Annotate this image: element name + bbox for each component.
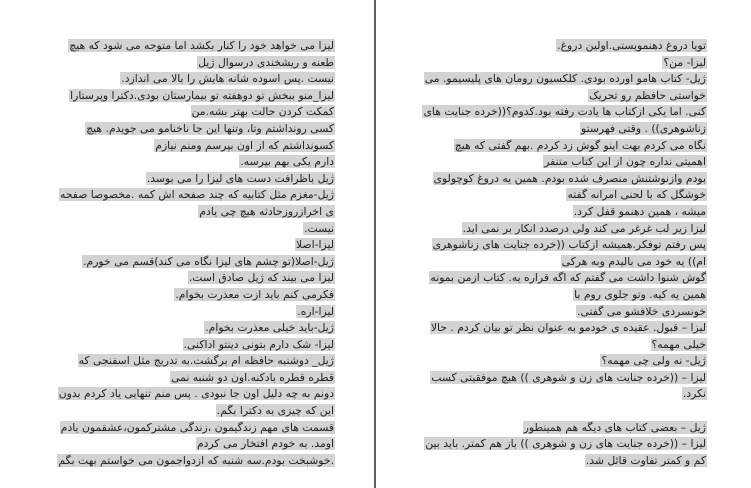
highlighted-text: طعنه و ریشخندی درسوال ژیل xyxy=(198,55,334,69)
highlighted-text: لیزا می خواهد خود را کنار بکشد اما متوجه می شود که هیچ xyxy=(69,39,334,52)
text-line xyxy=(411,320,707,337)
text-line xyxy=(411,353,707,370)
text-line xyxy=(35,403,335,420)
text-line xyxy=(35,38,335,55)
highlighted-text: زناشوهری)) . وقتی فهرستو xyxy=(581,121,706,135)
text-line xyxy=(35,436,335,453)
highlighted-text: ژیل-باید خیلی معذرت بخوام. xyxy=(205,321,334,335)
text-line xyxy=(35,154,335,171)
highlighted-text: کم و کمتر تفاوت قائل شد. xyxy=(585,453,706,467)
text-line xyxy=(411,221,707,238)
text-line xyxy=(411,187,707,204)
highlighted-text: لیزا-اصلا xyxy=(295,238,334,252)
text-line xyxy=(411,337,707,354)
highlighted-text: تویا دروغ دهنمویستی.اولین دروغ. xyxy=(557,39,706,52)
highlighted-text: نکرد. xyxy=(682,387,706,401)
highlighted-text: نیست. xyxy=(304,221,334,235)
text-line xyxy=(411,38,707,55)
text-line xyxy=(411,386,707,403)
page-divider xyxy=(374,0,376,488)
highlighted-text: قطره قطره بادکنه.اون دو شنبه نمی xyxy=(171,370,334,384)
highlighted-text: لیزا می بیند که ژیل صادق است. xyxy=(188,271,334,285)
highlighted-text: ژیل_ دوشنبه حافظه ام برگشت.به تدریج مثل اسفنجی که xyxy=(78,354,334,368)
highlighted-text: اهمیتی نداره چون از این کتاب متنفر xyxy=(544,155,706,169)
text-line xyxy=(35,221,335,238)
text-line xyxy=(35,237,335,254)
text-line xyxy=(411,270,707,287)
text-line xyxy=(35,370,335,387)
text-line xyxy=(411,138,707,155)
highlighted-text: لیزا_منو ببخش تو دوهفته تو بیمارستان بودی.دکترا وپرستارا xyxy=(70,88,334,102)
text-line xyxy=(35,287,335,304)
highlighted-text: لیزا زیر لب غرغر می کند ولی درصدد انکار بر نمی اید. xyxy=(462,221,706,235)
text-line xyxy=(35,171,335,188)
text-line xyxy=(411,254,707,271)
highlighted-text: قسمت های مهم زندگیمون ،زندگی مشترکمون،عشقمون یادم xyxy=(60,420,334,434)
highlighted-text: لیزا- شک دارم بتونی دینتو اداکنی. xyxy=(183,337,334,351)
text-line xyxy=(411,154,707,171)
text-line xyxy=(411,370,707,387)
highlighted-text: خواستی حافظم رو تحریک xyxy=(588,88,706,102)
text-line xyxy=(35,420,335,437)
text-line xyxy=(35,270,335,287)
highlighted-text: .خوشبخت بودم.سه شنبه که ازدواجمون می خواستم بهت بگم xyxy=(58,453,334,467)
highlighted-text: کسی رونداشتم وتا، وتنها این جا ناخنامو می جویدم. هیچ xyxy=(86,121,334,135)
highlighted-text: این که چیزی به دکترا بگم. xyxy=(216,404,334,418)
text-line xyxy=(35,187,335,204)
highlighted-text: همین یه کیه. وتو جلوی روم با xyxy=(574,287,706,301)
highlighted-text: نیست .پس اسوده شانه هایش را بالا می اندازد. xyxy=(121,72,334,86)
text-line xyxy=(411,71,707,88)
highlighted-text: میشه ، همین دهنمو قفل کرد. xyxy=(573,204,706,218)
text-line xyxy=(35,304,335,321)
highlighted-text: لیزا – قبول. عقیده ی خودمو به عنوان نظر تو بیان کردم . حالا xyxy=(430,321,706,335)
text-line xyxy=(35,386,335,403)
highlighted-text: دارم یکی بهم بپرسه. xyxy=(240,155,334,169)
text-line xyxy=(35,138,335,155)
highlighted-text: اومد. به خودم افتخار می کردم xyxy=(196,437,334,451)
text-line xyxy=(411,436,707,453)
left-text-column xyxy=(35,38,335,469)
text-line xyxy=(35,320,335,337)
highlighted-text: کمکت کردن حالت بهتر بشه.من xyxy=(191,105,334,119)
highlighted-text: نگاه می کردم بهت اینو گوش زد کردم .بهم گفتی که هیچ xyxy=(454,138,706,152)
highlighted-text: کنی. اما یکی ازکتاب ها یادت رفته بود.کدوم؟((خرده جنایت های xyxy=(423,105,706,119)
left-page xyxy=(0,0,375,488)
text-line xyxy=(35,71,335,88)
right-page xyxy=(377,0,751,488)
highlighted-text: ام)) یه خود می بالیدم وبه هرکی xyxy=(561,254,706,268)
highlighted-text: دونم به چه دلیل اون جا نبودی . پس منم تنهایی یاد کردم بدون xyxy=(58,387,334,401)
highlighted-text: ژیل – بعضی کتاب های دیگه هم همینطور xyxy=(523,420,706,434)
highlighted-text: گوش شنوا داشت می گفتم که اگه قراره یه. کتاب ازمن بمونه xyxy=(430,271,706,285)
text-line xyxy=(411,121,707,138)
highlighted-text: ژیل-اصلا(تو چشم های لیزا نگاه می کند)قسم می خورم. xyxy=(83,254,334,268)
highlighted-text: ژیل-مغزم مثل کتابیه که چند صفحه اش کمه .مخصوصا صفحه xyxy=(59,188,334,202)
text-line xyxy=(411,420,707,437)
text-line xyxy=(411,171,707,188)
highlighted-text: کسونداشتم که از اون بپرسم ومنم نیازم xyxy=(155,138,334,152)
text-line xyxy=(411,104,707,121)
highlighted-text: ژیل- کتاب هامو اورده بودی. کلکسیون رومان های پلیسیمو. می xyxy=(424,72,706,86)
text-line xyxy=(35,88,335,105)
highlighted-text: خونسردی خلافشو می گفتی. xyxy=(577,304,706,318)
text-line xyxy=(411,304,707,321)
highlighted-text: فکرمی کنم باید ازت معذرت بخوام. xyxy=(175,287,334,301)
highlighted-text: لیزا – ((خرده جنایت های زن و شوهری )) باز هم کمتر. باید بین xyxy=(425,437,706,451)
text-line xyxy=(411,287,707,304)
highlighted-text: لیزا- من؟ xyxy=(663,55,706,69)
text-line xyxy=(35,453,335,470)
right-text-column xyxy=(411,38,707,469)
text-line xyxy=(35,104,335,121)
highlighted-text: خوشگل که با لحنی امرانه گفته xyxy=(567,188,706,202)
text-line xyxy=(35,121,335,138)
text-line xyxy=(411,403,707,420)
highlighted-text: لیزا – ((خرده جنایت های زن و شوهری )) هیچ موفقیتی کسب xyxy=(431,370,706,384)
highlighted-text: ژیل- نه ولی چی مهمه؟ xyxy=(601,354,706,368)
text-line xyxy=(35,353,335,370)
text-line xyxy=(35,254,335,271)
highlighted-text: خیلی مهمه؟ xyxy=(651,337,706,351)
text-line xyxy=(411,237,707,254)
highlighted-text: ی اخرازروزحادثه هیچ چی یادم xyxy=(199,204,334,218)
text-line xyxy=(35,337,335,354)
text-line xyxy=(411,204,707,221)
text-line xyxy=(411,453,707,470)
text-line xyxy=(411,88,707,105)
text-line xyxy=(35,55,335,72)
text-line xyxy=(411,55,707,72)
highlighted-text: ژیل باظرافت دست های لیزا را می بوسد. xyxy=(146,171,334,185)
highlighted-text: پس رفتم توفکر.همیشه ازکتاب ((خرده جنایت های زناشوهری xyxy=(432,238,706,252)
highlighted-text: بودم وازنوشتنش منصرف شده بودم. همین یه دروغ کوچولوی xyxy=(433,171,706,185)
text-line xyxy=(35,204,335,221)
highlighted-text: لیزا-اره. xyxy=(297,304,334,318)
